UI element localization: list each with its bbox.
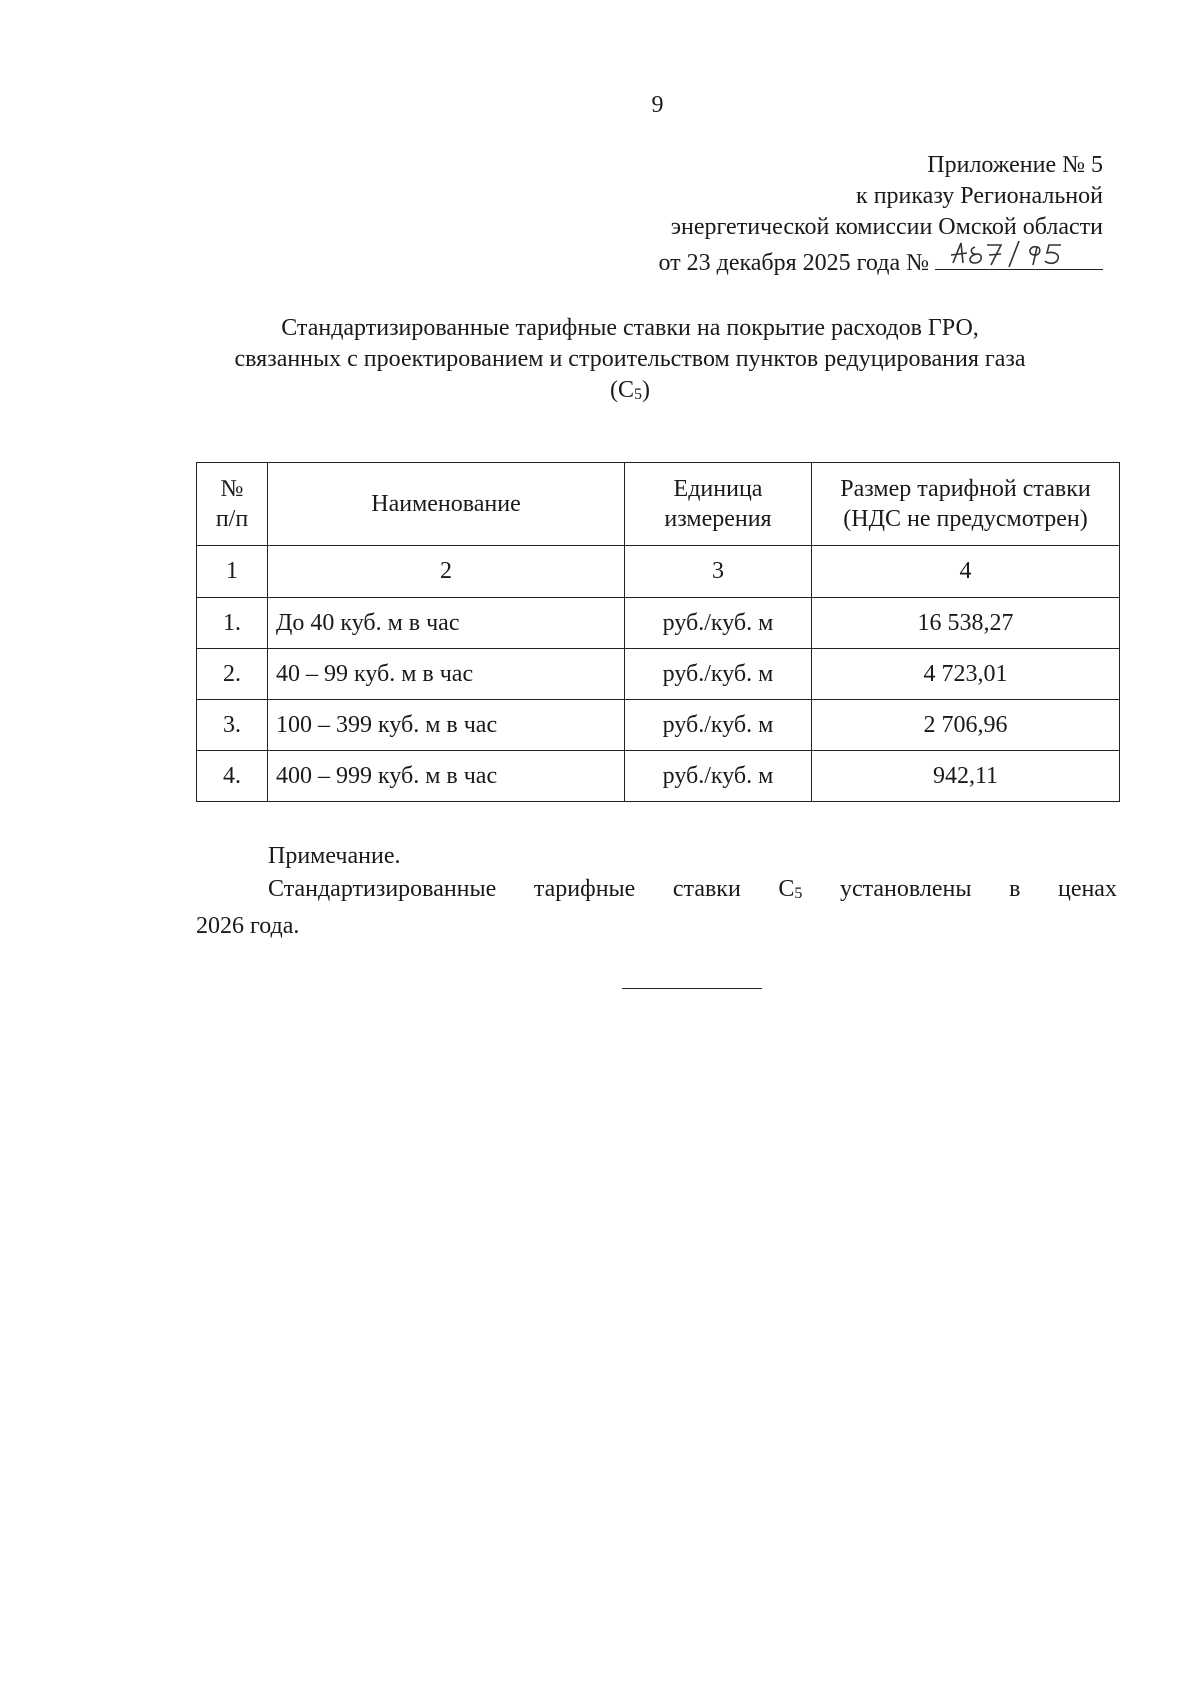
- note-word: тарифные: [533, 876, 636, 902]
- note-word: ставки: [672, 876, 741, 902]
- page-number: 9: [651, 92, 664, 118]
- row-rate: 2 706,96: [812, 700, 1120, 751]
- row-number: 1.: [197, 598, 268, 649]
- order-number-field: [935, 243, 1103, 270]
- end-divider: [622, 988, 762, 989]
- row-number: 2.: [197, 649, 268, 700]
- note-heading: Примечание.: [268, 843, 401, 869]
- table-row: [197, 598, 1120, 649]
- appendix-title: Приложение № 5: [927, 152, 1103, 178]
- header-unit: [625, 463, 812, 546]
- row-unit: руб./куб. м: [625, 700, 812, 751]
- header-number-line-1: №: [220, 476, 244, 502]
- note-symbol-sub: 5: [794, 885, 803, 902]
- column-index-cell: 1: [197, 546, 268, 598]
- appendix-reference: к приказу Региональной: [856, 183, 1103, 209]
- title-line-2: связанных с проектированием и строительством пунктов редуцирования газа: [234, 346, 1026, 372]
- header-rate: [812, 463, 1120, 546]
- row-rate: 4 723,01: [812, 649, 1120, 700]
- row-unit: руб./куб. м: [625, 598, 812, 649]
- appendix-header: [658, 150, 1103, 279]
- note-word: Стандартизированные: [268, 876, 497, 902]
- table-row: [197, 751, 1120, 802]
- column-index-cell: 2: [268, 546, 625, 598]
- header-unit-line-1: Единица: [673, 476, 763, 502]
- note-body-line-1: [196, 873, 1117, 910]
- handwritten-order-number: [943, 237, 1093, 271]
- table-row: [197, 649, 1120, 700]
- header-number: [197, 463, 268, 546]
- note-word: установлены: [839, 876, 972, 902]
- header-name: Наименование: [268, 463, 625, 546]
- header-rate-line-2: (НДС не предусмотрен): [843, 506, 1088, 532]
- note-symbol: [778, 873, 802, 910]
- title-line-3: [190, 375, 1070, 410]
- document-title: [190, 313, 1070, 410]
- title-symbol-close: ): [642, 377, 650, 403]
- appendix-authority: энергетической комиссии Омской области: [670, 214, 1103, 240]
- table-header-row: [197, 463, 1120, 546]
- row-name: 40 – 99 куб. м в час: [268, 649, 625, 700]
- note-section: [196, 840, 1117, 943]
- row-unit: руб./куб. м: [625, 751, 812, 802]
- row-number: 4.: [197, 751, 268, 802]
- note-word: ценах: [1057, 876, 1117, 902]
- note-word: в: [1009, 876, 1021, 902]
- row-number: 3.: [197, 700, 268, 751]
- header-rate-line-1: Размер тарифной ставки: [840, 476, 1091, 502]
- row-rate: 16 538,27: [812, 598, 1120, 649]
- tariff-table: [196, 462, 1120, 802]
- header-unit-line-2: измерения: [664, 506, 772, 532]
- row-name: 100 – 399 куб. м в час: [268, 700, 625, 751]
- column-index-cell: 3: [625, 546, 812, 598]
- row-unit: руб./куб. м: [625, 649, 812, 700]
- note-symbol-letter: C: [778, 876, 795, 902]
- column-index-cell: 4: [812, 546, 1120, 598]
- title-symbol-sub: 5: [634, 386, 642, 403]
- column-index-row: [197, 546, 1120, 598]
- appendix-date-line: [658, 243, 1103, 279]
- title-line-1: Стандартизированные тарифные ставки на покрытие расходов ГРО,: [281, 315, 979, 341]
- row-name: До 40 куб. м в час: [268, 598, 625, 649]
- header-number-line-2: п/п: [215, 506, 249, 532]
- row-rate: 942,11: [812, 751, 1120, 802]
- title-symbol-open: (C: [610, 377, 634, 403]
- note-body-line-2: 2026 года.: [196, 913, 300, 939]
- table-row: [197, 700, 1120, 751]
- row-name: 400 – 999 куб. м в час: [268, 751, 625, 802]
- appendix-date: от 23 декабря 2025 года №: [658, 250, 929, 276]
